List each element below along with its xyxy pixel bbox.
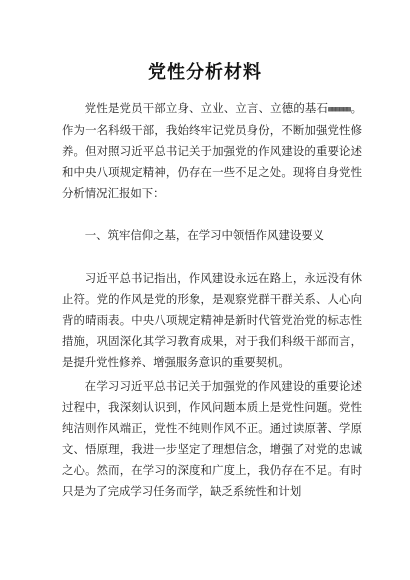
body-paragraph-2: 习近平总书记指出，作风建设永远在路上，永远没有休止符。党的作风是党的形象，是观察党群干群关系、人心向背的晴雨表。中央八项规定精神是新时代管党治党的标志性措施，巩固深化其学习教育成果，对于我们科级干部而言，是提升党性修养、增强服务意识的重要契机。 <box>62 271 362 369</box>
document-title: 党性分析材料 <box>148 62 262 83</box>
garbled-text: ▩▩▩▩▩▩ <box>328 105 351 113</box>
body-paragraph-3: 在学习习近平总书记关于加强党的作风建设的重要论述过程中，我深刻认识到，作风问题本质上是党性问题。党性纯洁则作风端正，党性不纯则作风不正。通过读原著、学原文、悟原理，我进一步坚定了理想信念，增强了对党的忠诚之心。然而，在学习的深度和广度上，我仍存在不足。有时只是为了完成学习任务而学，缺乏系统性和计划 <box>62 379 362 498</box>
section-heading-1: 一、筑牢信仰之基，在学习中领悟作风建设要义 <box>84 228 325 242</box>
intro-paragraph <box>62 98 362 204</box>
intro-text-rest: 。作为一名科级干部，我始终牢记党员身份，不断加强党性修养。但对照习近平总书记关于加强党的作风建设的重要论述和中央八项规定精神，仍存在一些不足之处。现将自身党性分析情况汇报如下： <box>62 101 362 200</box>
intro-text: 党性是党员干部立身、立业、立言、立德的基石 <box>84 101 329 115</box>
